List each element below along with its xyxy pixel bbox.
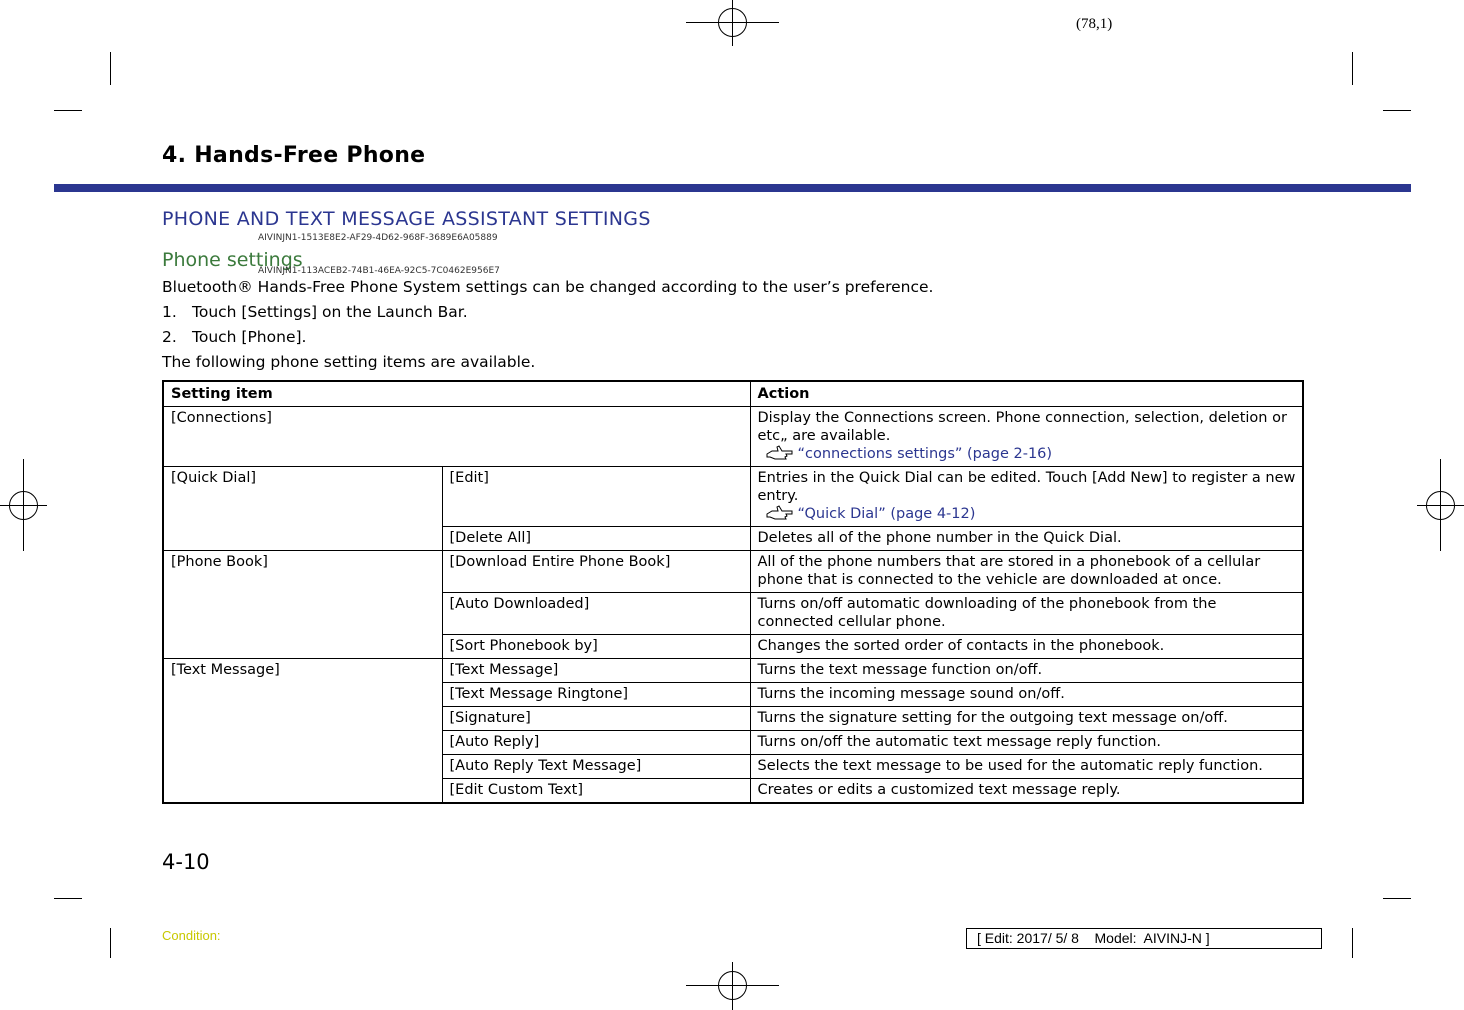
step-2	[162, 328, 306, 346]
table-row	[163, 407, 1303, 467]
action-cell: All of the phone numbers that are stored in a phonebook of a cellular phone that is connected to the vehicle are downloaded at once.	[750, 551, 1303, 593]
action-cell: Turns the incoming message sound on/off.	[750, 683, 1303, 707]
section-title: PHONE AND TEXT MESSAGE ASSISTANT SETTINGS	[162, 208, 651, 230]
action-cell: Turns the signature setting for the outgoing text message on/off.	[750, 707, 1303, 731]
table-intro: The following phone setting items are available.	[162, 353, 536, 371]
action-text: Entries in the Quick Dial can be edited. Touch [Add New] to register a new entry.	[757, 470, 1296, 504]
action-cell: Creates or edits a customized text message reply.	[750, 779, 1303, 804]
sub-item-cell: [Auto Reply]	[442, 731, 750, 755]
action-cell: Changes the sorted order of contacts in the phonebook.	[750, 635, 1303, 659]
sub-item-cell: [Auto Downloaded]	[442, 593, 750, 635]
sub-item-cell: [Auto Reply Text Message]	[442, 755, 750, 779]
subsection-code: AIVINJN1-113ACEB2-74B1-46EA-92C5-7C0462E956E7	[258, 266, 500, 276]
action-cell: Deletes all of the phone number in the Quick Dial.	[750, 527, 1303, 551]
setting-item-cell: [Text Message]	[163, 659, 442, 804]
table-header-row	[163, 381, 1303, 407]
cross-reference-link[interactable]	[758, 445, 1297, 463]
sub-item-cell: [Text Message]	[442, 659, 750, 683]
header-setting-item: Setting item	[163, 381, 750, 407]
cross-reference-link[interactable]	[758, 505, 1297, 523]
action-cell: Turns on/off the automatic text message reply function.	[750, 731, 1303, 755]
sub-item-cell: [Delete All]	[442, 527, 750, 551]
pointing-hand-icon	[766, 445, 794, 460]
action-cell: Selects the text message to be used for the automatic reply function.	[750, 755, 1303, 779]
sub-item-cell: [Signature]	[442, 707, 750, 731]
edit-info-box: [ Edit: 2017/ 5/ 8 Model: AIVINJ-N ]	[966, 928, 1322, 949]
table-row	[163, 467, 1303, 527]
sub-item-cell: [Download Entire Phone Book]	[442, 551, 750, 593]
intro-paragraph: Bluetooth® Hands-Free Phone System settings can be changed according to the user’s preference.	[162, 278, 934, 296]
action-cell: Turns on/off automatic downloading of the phonebook from the connected cellular phone.	[750, 593, 1303, 635]
sub-item-cell: [Sort Phonebook by]	[442, 635, 750, 659]
action-text: Display the Connections screen. Phone connection, selection, deletion or etc„ are available.	[757, 410, 1287, 444]
sub-item-cell: [Text Message Ringtone]	[442, 683, 750, 707]
setting-item-cell: [Connections]	[163, 407, 750, 467]
phone-settings-table	[162, 380, 1304, 804]
subsection-title: Phone settings	[162, 249, 303, 271]
pointing-hand-icon	[766, 505, 794, 520]
reference-text: “connections settings” (page 2-16)	[797, 446, 1053, 462]
reference-text: “Quick Dial” (page 4-12)	[797, 506, 976, 522]
header-action: Action	[750, 381, 1303, 407]
setting-item-cell: [Quick Dial]	[163, 467, 442, 551]
setting-item-cell: [Phone Book]	[163, 551, 442, 659]
table-row	[163, 659, 1303, 683]
page-reference: (78,1)	[1076, 16, 1113, 32]
sub-item-cell: [Edit Custom Text]	[442, 779, 750, 804]
step-text: Touch [Phone].	[192, 328, 307, 346]
step-text: Touch [Settings] on the Launch Bar.	[192, 303, 468, 321]
step-1	[162, 303, 468, 321]
chapter-title: 4. Hands-Free Phone	[162, 143, 426, 168]
table-row	[163, 551, 1303, 593]
step-number: 1.	[162, 303, 177, 321]
step-number: 2.	[162, 328, 177, 346]
action-cell	[750, 407, 1303, 467]
condition-label: Condition:	[162, 928, 221, 943]
sub-item-cell: [Edit]	[442, 467, 750, 527]
chapter-divider-bar	[54, 184, 1411, 192]
action-cell	[750, 467, 1303, 527]
section-code: AIVINJN1-1513E8E2-AF29-4D62-968F-3689E6A05889	[258, 233, 498, 243]
page-number: 4-10	[162, 850, 210, 874]
action-cell: Turns the text message function on/off.	[750, 659, 1303, 683]
